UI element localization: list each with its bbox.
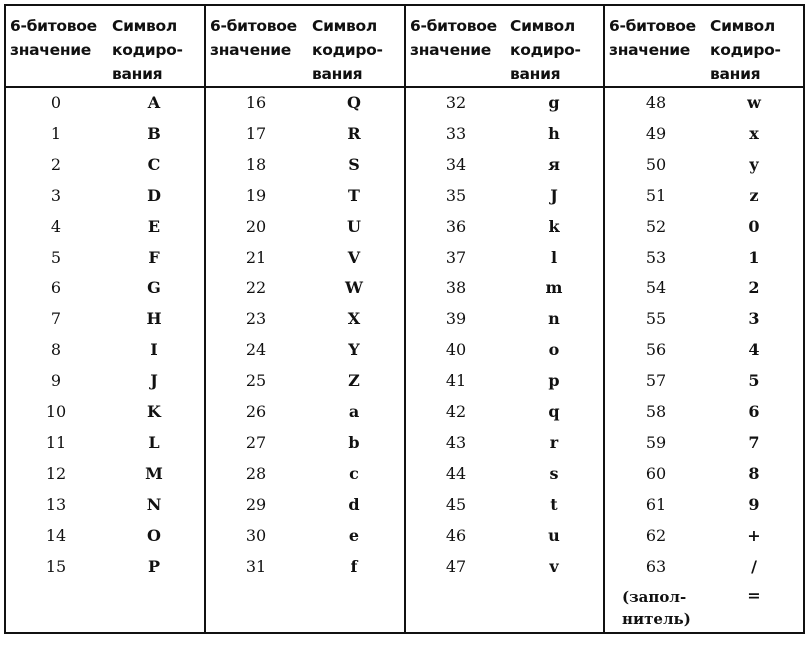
encoding-symbol-cell: l <box>550 248 558 267</box>
encoding-symbol-cell: d <box>348 495 360 514</box>
encoding-symbol-cell: a <box>348 402 360 421</box>
encoding-symbol-cell: H <box>146 309 162 328</box>
bit-value-cell: 27 <box>245 433 267 452</box>
bit-value-cell: 36 <box>445 217 467 236</box>
encoding-symbol-cell: c <box>349 464 359 483</box>
bit-value-cell: 34 <box>445 155 467 174</box>
encoding-symbol-cell: p <box>548 371 560 390</box>
value-header: 6-битовое значение <box>609 17 696 59</box>
encoding-symbol-cell: q <box>548 402 560 421</box>
encoding-symbol-cell: 3 <box>748 309 760 328</box>
encoding-symbol-cell: h <box>548 124 560 143</box>
encoding-symbol-cell: R <box>347 124 361 143</box>
encoding-symbol-cell: m <box>545 278 563 297</box>
encoding-symbol-cell: 9 <box>748 495 760 514</box>
encoding-symbol-cell: P <box>147 557 161 576</box>
bit-value-cell: 18 <box>245 155 267 174</box>
encoding-symbol-cell: я <box>548 155 560 174</box>
bit-value-cell: 9 <box>50 371 62 390</box>
encoding-symbol-cell: z <box>749 186 759 205</box>
bit-value-cell: 51 <box>645 186 667 205</box>
bit-value-cell: 7 <box>50 309 62 328</box>
bit-value-cell: 0 <box>50 93 62 112</box>
bit-value-cell: 1 <box>50 124 62 143</box>
encoding-symbol-cell: w <box>747 93 761 112</box>
bit-value-cell: 52 <box>645 217 667 236</box>
bit-value-cell: 15 <box>45 557 67 576</box>
encoding-symbol-cell: t <box>550 495 558 514</box>
bit-value-cell: 40 <box>445 340 467 359</box>
encoding-symbol-cell: s <box>549 464 559 483</box>
encoding-symbol-cell: A <box>147 93 161 112</box>
encoding-symbol-cell: x <box>749 124 759 143</box>
bit-value-cell: 35 <box>445 186 467 205</box>
encoding-symbol-cell: 6 <box>748 402 760 421</box>
bit-value-cell: 24 <box>245 340 267 359</box>
bit-value-cell: 13 <box>45 495 67 514</box>
encoding-symbol-cell: 1 <box>748 248 760 267</box>
bit-value-cell: 30 <box>245 526 267 545</box>
encoding-symbol-cell: e <box>348 526 360 545</box>
value-header: 6-битовое значение <box>410 17 497 59</box>
encoding-symbol-cell: k <box>548 217 560 236</box>
encoding-symbol-cell: o <box>548 340 560 359</box>
bit-value-cell: 39 <box>445 309 467 328</box>
encoding-symbol-cell: u <box>548 526 560 545</box>
encoding-symbol-cell: / <box>751 557 757 576</box>
encoding-symbol-cell: O <box>147 526 161 545</box>
bit-value-cell: 31 <box>245 557 267 576</box>
bit-value-cell: 37 <box>445 248 467 267</box>
bit-value-cell: 17 <box>245 124 267 143</box>
encoding-symbol-cell: M <box>145 464 163 483</box>
encoding-symbol-cell: f <box>350 557 358 576</box>
column-divider <box>404 6 406 632</box>
encoding-symbol-cell: X <box>347 309 361 328</box>
encoding-symbol-cell: 2 <box>748 278 760 297</box>
column-divider <box>204 6 206 632</box>
bit-value-cell: 4 <box>50 217 62 236</box>
padding-label: (запол- нитель) <box>622 588 691 628</box>
bit-value-cell: 25 <box>245 371 267 390</box>
encoding-symbol-cell: 8 <box>748 464 760 483</box>
bit-value-cell: 11 <box>45 433 67 452</box>
bit-value-cell: 20 <box>245 217 267 236</box>
encoding-symbol-cell: J <box>550 186 558 205</box>
encoding-symbol-cell: 4 <box>748 340 760 359</box>
bit-value-cell: 59 <box>645 433 667 452</box>
bit-value-cell: 58 <box>645 402 667 421</box>
padding-symbol: = <box>747 586 761 605</box>
bit-value-cell: 47 <box>445 557 467 576</box>
bit-value-cell: 2 <box>50 155 62 174</box>
bit-value-cell: 3 <box>50 186 62 205</box>
encoding-symbol-cell: K <box>147 402 161 421</box>
bit-value-cell: 29 <box>245 495 267 514</box>
bit-value-cell: 61 <box>645 495 667 514</box>
encoding-symbol-cell: C <box>147 155 161 174</box>
symbol-header: Символ кодиро- вания <box>710 17 781 83</box>
encoding-symbol-cell: W <box>345 278 363 297</box>
bit-value-cell: 10 <box>45 402 67 421</box>
bit-value-cell: 44 <box>445 464 467 483</box>
bit-value-cell: 16 <box>245 93 267 112</box>
encoding-symbol-cell: B <box>147 124 161 143</box>
symbol-header: Символ кодиро- вания <box>312 17 383 83</box>
bit-value-cell: 38 <box>445 278 467 297</box>
encoding-symbol-cell: Z <box>348 371 360 390</box>
base64-encoding-table <box>4 4 805 634</box>
symbol-header: Символ кодиро- вания <box>510 17 581 83</box>
encoding-symbol-cell: r <box>549 433 559 452</box>
bit-value-cell: 21 <box>245 248 267 267</box>
encoding-symbol-cell: + <box>747 526 761 545</box>
bit-value-cell: 46 <box>445 526 467 545</box>
encoding-symbol-cell: V <box>347 248 361 267</box>
bit-value-cell: 55 <box>645 309 667 328</box>
encoding-symbol-cell: U <box>347 217 361 236</box>
encoding-symbol-cell: T <box>348 186 360 205</box>
encoding-symbol-cell: Q <box>347 93 361 112</box>
value-header: 6-битовое значение <box>210 17 297 59</box>
encoding-symbol-cell: b <box>348 433 360 452</box>
encoding-symbol-cell: L <box>148 433 160 452</box>
bit-value-cell: 57 <box>645 371 667 390</box>
encoding-symbol-cell: I <box>150 340 158 359</box>
encoding-symbol-cell: F <box>148 248 160 267</box>
encoding-symbol-cell: 7 <box>748 433 760 452</box>
bit-value-cell: 5 <box>50 248 62 267</box>
bit-value-cell: 28 <box>245 464 267 483</box>
bit-value-cell: 48 <box>645 93 667 112</box>
encoding-symbol-cell: v <box>549 557 559 576</box>
bit-value-cell: 45 <box>445 495 467 514</box>
bit-value-cell: 32 <box>445 93 467 112</box>
bit-value-cell: 14 <box>45 526 67 545</box>
encoding-symbol-cell: n <box>548 309 560 328</box>
bit-value-cell: 23 <box>245 309 267 328</box>
bit-value-cell: 56 <box>645 340 667 359</box>
encoding-symbol-cell: N <box>146 495 162 514</box>
bit-value-cell: 49 <box>645 124 667 143</box>
encoding-symbol-cell: y <box>749 155 759 174</box>
bit-value-cell: 50 <box>645 155 667 174</box>
encoding-symbol-cell: 5 <box>748 371 760 390</box>
bit-value-cell: 8 <box>50 340 62 359</box>
encoding-symbol-cell: J <box>150 371 158 390</box>
bit-value-cell: 26 <box>245 402 267 421</box>
bit-value-cell: 12 <box>45 464 67 483</box>
value-header: 6-битовое значение <box>10 17 97 59</box>
encoding-symbol-cell: S <box>348 155 360 174</box>
bit-value-cell: 43 <box>445 433 467 452</box>
encoding-symbol-cell: G <box>147 278 161 297</box>
bit-value-cell: 6 <box>50 278 62 297</box>
bit-value-cell: 22 <box>245 278 267 297</box>
encoding-symbol-cell: Y <box>348 340 360 359</box>
encoding-symbol-cell: g <box>548 93 560 112</box>
encoding-symbol-cell: E <box>147 217 161 236</box>
bit-value-cell: 60 <box>645 464 667 483</box>
bit-value-cell: 54 <box>645 278 667 297</box>
column-divider <box>603 6 605 632</box>
bit-value-cell: 41 <box>445 371 467 390</box>
bit-value-cell: 33 <box>445 124 467 143</box>
bit-value-cell: 42 <box>445 402 467 421</box>
bit-value-cell: 63 <box>645 557 667 576</box>
bit-value-cell: 62 <box>645 526 667 545</box>
encoding-symbol-cell: 0 <box>748 217 760 236</box>
bit-value-cell: 19 <box>245 186 267 205</box>
bit-value-cell: 53 <box>645 248 667 267</box>
encoding-symbol-cell: D <box>147 186 161 205</box>
symbol-header: Символ кодиро- вания <box>112 17 183 83</box>
